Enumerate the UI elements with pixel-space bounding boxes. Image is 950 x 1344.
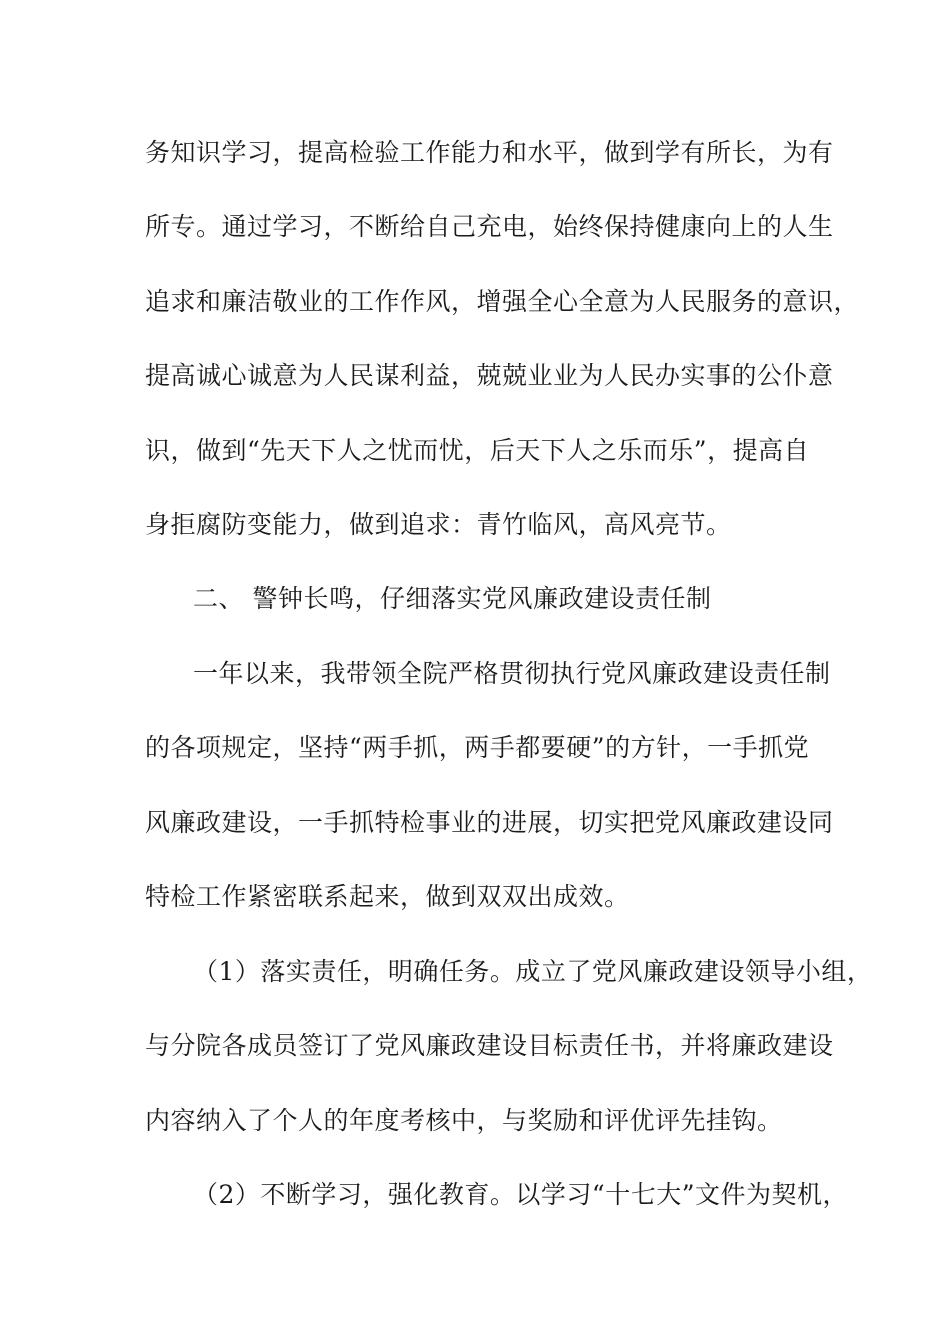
text-line: 提高诚心诚意为人民谋利益，兢兢业业为人民办实事的公仆意: [145, 361, 834, 390]
text-line: 务知识学习，提高检验工作能力和水平，做到学有所长，为有: [145, 138, 834, 167]
text-line: （1）落实责任，明确任务。成立了党风廉政建设领导小组，: [193, 957, 873, 986]
text-line: 身拒腐防变能力，做到追求：青竹临风，高风亮节。: [145, 510, 732, 539]
text-line: 与分院各成员签订了党风廉政建设目标责任书，并将廉政建设: [145, 1031, 834, 1060]
text-line: 识，做到“先天下人之忧而忧，后天下人之乐而乐”，提高自: [145, 436, 810, 465]
section-heading: 二、 警钟长鸣，仔细落实党风廉政建设责任制: [193, 584, 712, 613]
text-line: 特检工作紧密联系起来，做到双双出成效。: [145, 882, 630, 911]
text-line: 内容纳入了个人的年度考核中，与奖励和评优评先挂钩。: [145, 1106, 783, 1135]
text-line: 的各项规定，坚持“两手抓，两手都要硬”的方针，一手抓党: [145, 733, 810, 762]
text-line: （2）不断学习，强化教育。以学习“十七大”文件为契机，: [193, 1180, 848, 1209]
text-line: 追求和廉洁敬业的工作作风，增强全心全意为人民服务的意识，: [145, 287, 860, 316]
text-line: 一年以来，我带领全院严格贯彻执行党风廉政建设责任制: [193, 659, 831, 688]
text-line: 风廉政建设，一手抓特检事业的进展，切实把党风廉政建设同: [145, 808, 834, 837]
text-line: 所专。通过学习，不断给自己充电，始终保持健康向上的人生: [145, 212, 834, 241]
